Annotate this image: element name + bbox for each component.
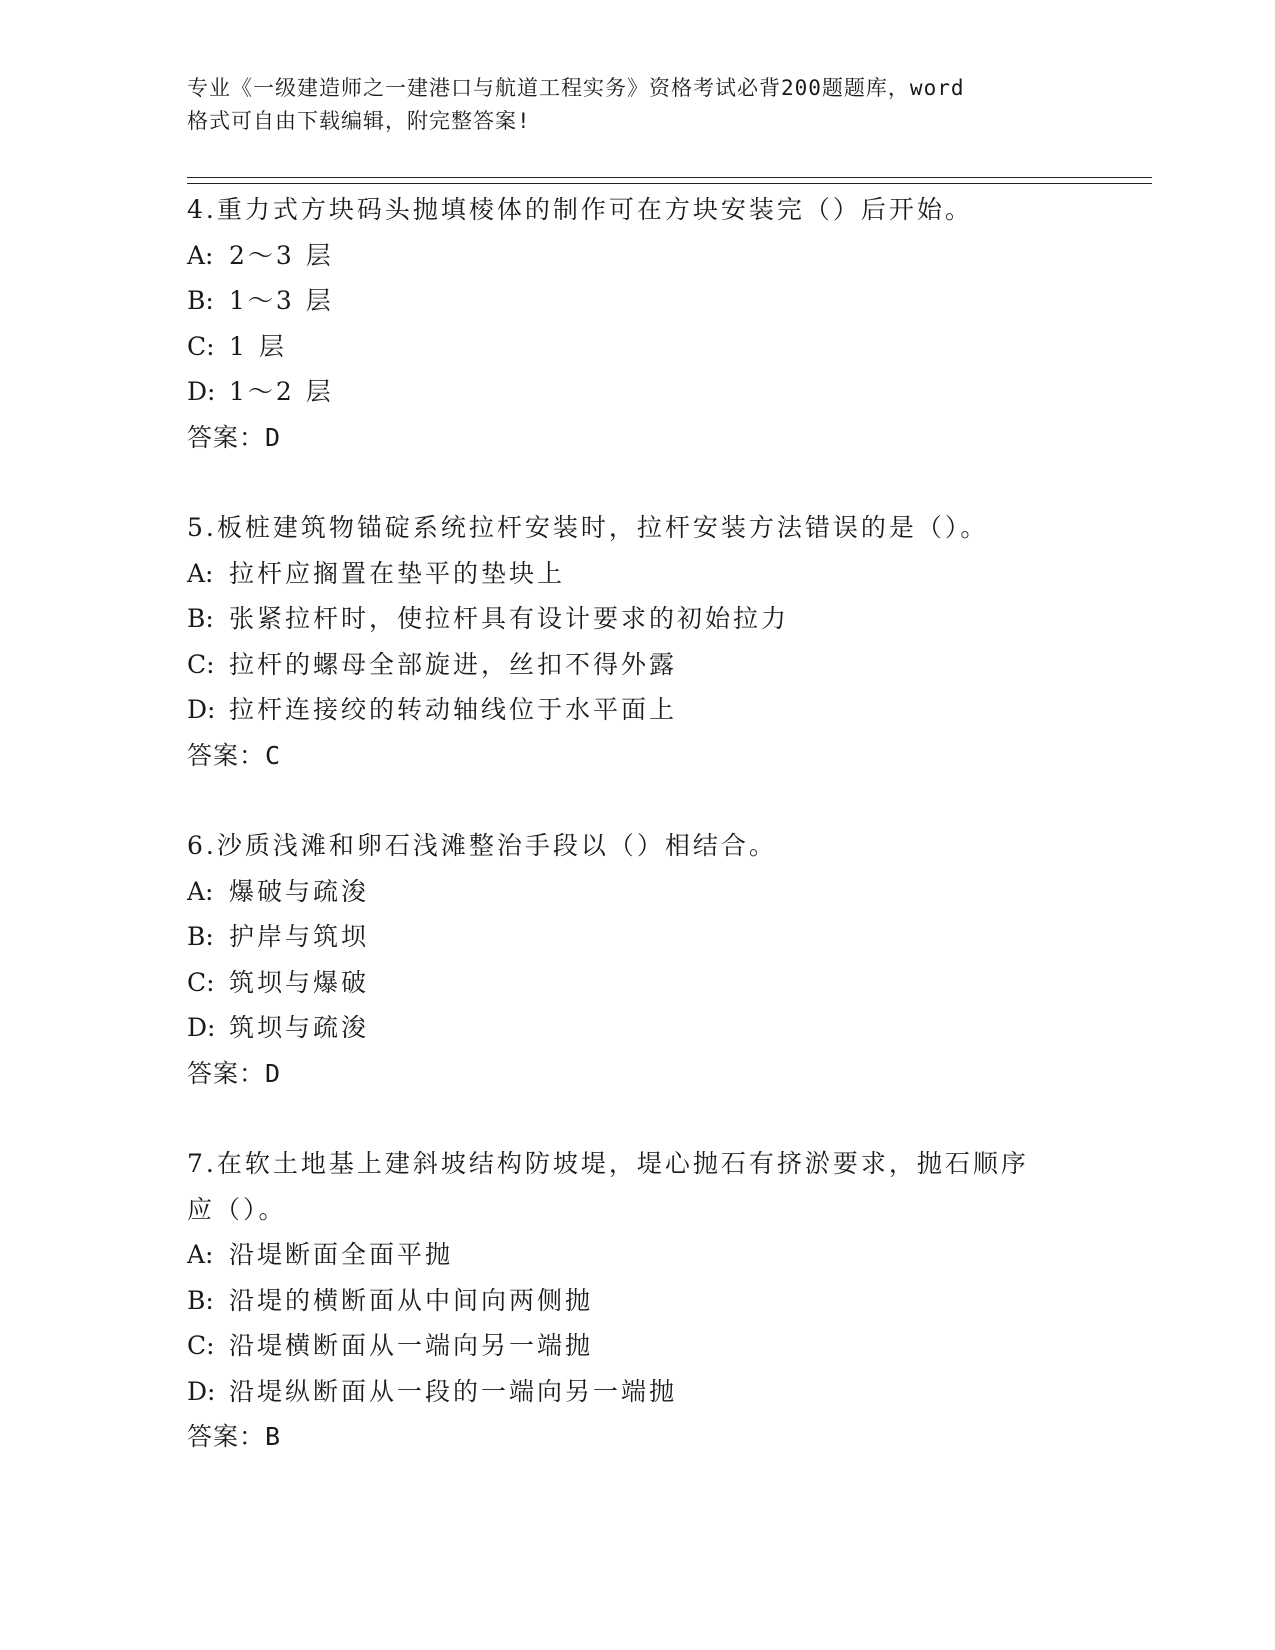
question-stem: 5.板桩建筑物锚碇系统拉杆安装时，拉杆安装方法错误的是（）。 <box>187 513 989 542</box>
option-letter: B: <box>187 604 214 633</box>
option-letter: C: <box>187 331 215 361</box>
header-divider-bottom <box>187 183 1152 184</box>
option-a <box>187 233 1087 279</box>
option-d <box>187 687 1087 733</box>
answer: 答案：D <box>187 422 282 452</box>
option-text: 筑坝与疏浚 <box>229 1013 370 1042</box>
option-b <box>187 914 1087 960</box>
option-b <box>187 1278 1087 1324</box>
question-stem-line-2: 应（）。 <box>187 1194 287 1224</box>
document-header <box>187 72 1067 138</box>
option-letter: D: <box>187 377 216 406</box>
option-d <box>187 369 1087 415</box>
header-divider-top <box>187 177 1152 178</box>
answer: 答案：B <box>187 1422 282 1451</box>
option-letter: B: <box>187 286 214 315</box>
option-b <box>187 278 1087 324</box>
option-c <box>187 1323 1087 1369</box>
option-letter: B: <box>187 922 214 951</box>
option-d <box>187 1369 1087 1415</box>
question-stem: 6.沙质浅滩和卵石浅滩整治手段以（）相结合。 <box>187 831 777 860</box>
option-c <box>187 324 1087 370</box>
option-letter: A: <box>187 1240 214 1269</box>
option-letter: A: <box>187 876 214 906</box>
option-c <box>187 642 1087 688</box>
option-letter: C: <box>187 1331 215 1360</box>
option-text: 拉杆连接绞的转动轴线位于水平面上 <box>229 695 678 724</box>
option-text: 沿堤的横断面从中间向两侧抛 <box>229 1285 594 1315</box>
option-text: 1～2 层 <box>229 377 334 406</box>
option-a <box>187 551 1087 597</box>
option-a <box>187 869 1087 915</box>
question-stem-line-1: 7.在软土地基上建斜坡结构防坡堤，堤心抛石有挤淤要求，抛石顺序 <box>187 1149 1029 1178</box>
option-letter: D: <box>187 1376 216 1406</box>
question-stem: 4.重力式方块码头抛填棱体的制作可在方块安装完（）后开始。 <box>187 195 973 224</box>
option-text: 1～3 层 <box>229 286 334 315</box>
option-letter: A: <box>187 558 214 588</box>
option-text: 筑坝与爆破 <box>229 967 370 997</box>
option-text: 1 层 <box>229 331 287 361</box>
option-a <box>187 1232 1087 1278</box>
header-line-1: 专业《一级建造师之一建港口与航道工程实务》资格考试必背200题题库，word <box>187 76 965 100</box>
option-text: 拉杆的螺母全部旋进，丝扣不得外露 <box>229 649 678 679</box>
question-6 <box>187 823 1087 1096</box>
option-letter: A: <box>187 240 214 270</box>
option-c <box>187 960 1087 1006</box>
option-text: 护岸与筑坝 <box>229 922 370 951</box>
option-letter: C: <box>187 649 215 679</box>
answer: 答案：D <box>187 1058 282 1088</box>
option-text: 沿堤横断面从一端向另一端抛 <box>229 1331 594 1360</box>
option-b <box>187 596 1087 642</box>
option-letter: D: <box>187 695 216 724</box>
option-text: 沿堤纵断面从一段的一端向另一端抛 <box>229 1376 678 1406</box>
option-text: 2～3 层 <box>229 240 334 270</box>
option-text: 张紧拉杆时，使拉杆具有设计要求的初始拉力 <box>229 604 790 633</box>
option-d <box>187 1005 1087 1051</box>
question-7 <box>187 1141 1087 1460</box>
question-5 <box>187 505 1087 778</box>
option-letter: D: <box>187 1013 216 1042</box>
header-line-2: 格式可自由下载编辑，附完整答案! <box>187 109 531 133</box>
option-text: 沿堤断面全面平抛 <box>229 1240 454 1269</box>
option-text: 拉杆应搁置在垫平的垫块上 <box>229 558 566 588</box>
question-4 <box>187 187 1087 460</box>
option-text: 爆破与疏浚 <box>229 876 370 906</box>
option-letter: B: <box>187 1285 214 1315</box>
option-letter: C: <box>187 967 215 997</box>
answer: 答案：C <box>187 740 282 770</box>
